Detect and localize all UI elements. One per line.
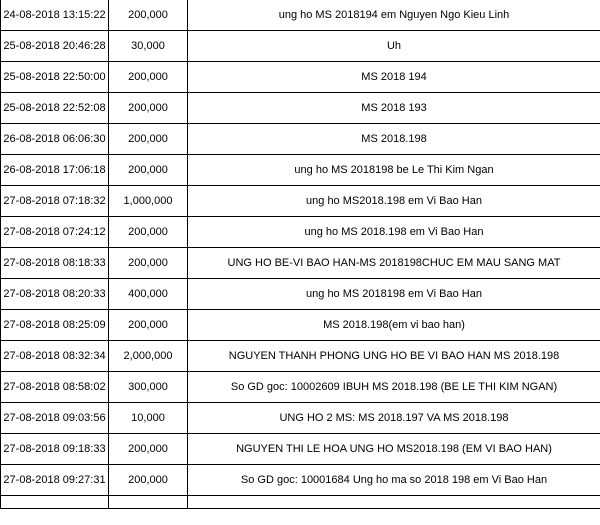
- amount-cell: 200,000: [109, 0, 188, 31]
- description-cell: ung ho MS 2018198 be Le Thi Kim Ngan: [188, 155, 600, 186]
- description-cell: ung ho MS 2018198 em Vi Bao Han: [188, 279, 600, 310]
- description-cell: NGUYEN THANH PHONG UNG HO BE VI BAO HAN MS 2018.198: [188, 341, 600, 372]
- table-row: [1, 341, 600, 372]
- datetime-cell: 27-08-2018 08:20:33: [1, 279, 109, 310]
- amount-cell: 300,000: [109, 372, 188, 403]
- table-row: [1, 0, 600, 31]
- description-cell: UNG HO 2 MS: MS 2018.197 VA MS 2018.198: [188, 403, 600, 434]
- empty-cell: [1, 496, 109, 509]
- datetime-cell: 27-08-2018 08:18:33: [1, 248, 109, 279]
- amount-cell: 200,000: [109, 434, 188, 465]
- datetime-cell: 26-08-2018 17:06:18: [1, 155, 109, 186]
- table-row: [1, 434, 600, 465]
- table-row: [1, 93, 600, 124]
- table-row: [1, 124, 600, 155]
- description-cell: ung ho MS 2018.198 em Vi Bao Han: [188, 217, 600, 248]
- datetime-cell: 27-08-2018 09:27:31: [1, 465, 109, 496]
- empty-cell: [109, 496, 188, 509]
- amount-cell: 10,000: [109, 403, 188, 434]
- description-cell: MS 2018.198: [188, 124, 600, 155]
- datetime-cell: 27-08-2018 07:24:12: [1, 217, 109, 248]
- table-row: [1, 155, 600, 186]
- empty-cell: [188, 496, 600, 509]
- amount-cell: 30,000: [109, 31, 188, 62]
- datetime-cell: 24-08-2018 13:15:22: [1, 0, 109, 31]
- datetime-cell: 25-08-2018 22:52:08: [1, 93, 109, 124]
- table-row: [1, 186, 600, 217]
- description-cell: MS 2018.198(em vi bao han): [188, 310, 600, 341]
- amount-cell: 200,000: [109, 310, 188, 341]
- table-row: [1, 217, 600, 248]
- amount-cell: 200,000: [109, 465, 188, 496]
- description-cell: ung ho MS 2018194 em Nguyen Ngo Kieu Linh: [188, 0, 600, 31]
- amount-cell: 2,000,000: [109, 341, 188, 372]
- table-row: [1, 372, 600, 403]
- table-row: [1, 248, 600, 279]
- description-cell: ung ho MS2018.198 em Vi Bao Han: [188, 186, 600, 217]
- table-row-partial: [1, 496, 600, 509]
- datetime-cell: 27-08-2018 08:25:09: [1, 310, 109, 341]
- datetime-cell: 27-08-2018 09:18:33: [1, 434, 109, 465]
- datetime-cell: 26-08-2018 06:06:30: [1, 124, 109, 155]
- description-cell: UNG HO BE-VI BAO HAN-MS 2018198CHUC EM MAU SANG MAT: [188, 248, 600, 279]
- amount-cell: 200,000: [109, 124, 188, 155]
- description-cell: So GD goc: 10001684 Ung ho ma so 2018 198 em Vi Bao Han: [188, 465, 600, 496]
- table-row: [1, 465, 600, 496]
- amount-cell: 200,000: [109, 155, 188, 186]
- table-row: [1, 403, 600, 434]
- amount-cell: 1,000,000: [109, 186, 188, 217]
- amount-cell: 200,000: [109, 62, 188, 93]
- datetime-cell: 27-08-2018 07:18:32: [1, 186, 109, 217]
- amount-cell: 200,000: [109, 217, 188, 248]
- amount-cell: 200,000: [109, 248, 188, 279]
- table-row: [1, 62, 600, 93]
- amount-cell: 400,000: [109, 279, 188, 310]
- description-cell: NGUYEN THI LE HOA UNG HO MS2018.198 (EM VI BAO HAN): [188, 434, 600, 465]
- table-row: [1, 279, 600, 310]
- table-row: [1, 310, 600, 341]
- datetime-cell: 27-08-2018 08:32:34: [1, 341, 109, 372]
- donation-table-body: [1, 0, 600, 509]
- amount-cell: 200,000: [109, 93, 188, 124]
- table-row: [1, 31, 600, 62]
- datetime-cell: 25-08-2018 22:50:00: [1, 62, 109, 93]
- description-cell: MS 2018 194: [188, 62, 600, 93]
- description-cell: MS 2018 193: [188, 93, 600, 124]
- description-cell: So GD goc: 10002609 IBUH MS 2018.198 (BE LE THI KIM NGAN): [188, 372, 600, 403]
- datetime-cell: 27-08-2018 09:03:56: [1, 403, 109, 434]
- description-cell: Uh: [188, 31, 600, 62]
- datetime-cell: 25-08-2018 20:46:28: [1, 31, 109, 62]
- datetime-cell: 27-08-2018 08:58:02: [1, 372, 109, 403]
